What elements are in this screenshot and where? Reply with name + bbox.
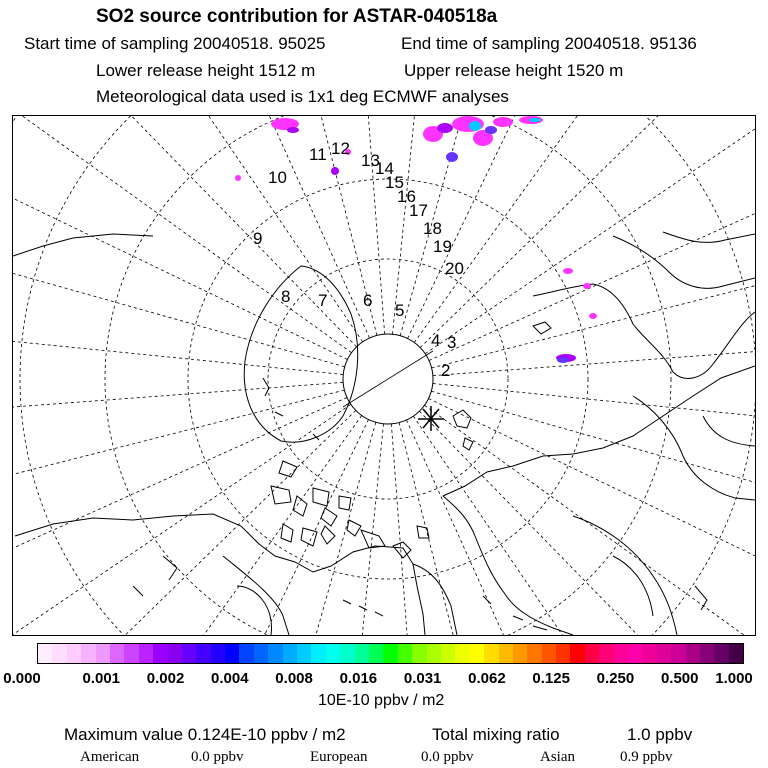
upper-height-text: Upper release height 1520 m xyxy=(404,61,624,80)
color-scale-cell xyxy=(139,644,153,663)
map-graticule xyxy=(13,116,755,635)
color-scale-tick-label: 0.000 xyxy=(3,670,41,687)
meridian-line xyxy=(144,422,376,635)
color-scale-cell xyxy=(441,644,455,663)
color-scale-cell xyxy=(585,644,599,663)
total-mixing-label: Total mixing ratio xyxy=(432,725,560,744)
plume-patch xyxy=(446,152,458,162)
color-scale-tick-label: 0.250 xyxy=(596,670,635,687)
color-scale-cell xyxy=(527,644,541,663)
receptor-star-icon xyxy=(418,406,444,431)
meridian-line xyxy=(425,405,755,635)
meridian-line xyxy=(13,116,347,359)
meridian-line xyxy=(419,411,755,635)
color-scale-cell xyxy=(484,644,498,663)
color-scale-cell xyxy=(211,644,225,663)
color-scale-cell xyxy=(570,644,584,663)
max-value-text: Maximum value 0.124E-10 ppbv / m2 xyxy=(64,725,346,744)
trajectory-hour-label: 13 xyxy=(361,151,380,170)
color-scale-cell xyxy=(556,644,570,663)
color-scale-cell xyxy=(383,644,397,663)
region-american-value: 0.0 ppbv xyxy=(191,749,244,765)
color-scale-cell xyxy=(96,644,110,663)
meridian-line xyxy=(408,116,755,338)
plume-patch xyxy=(437,123,453,133)
color-scale-cell xyxy=(686,644,700,663)
color-scale-cell xyxy=(254,644,268,663)
polar-map xyxy=(12,115,756,636)
meridian-line xyxy=(343,351,433,407)
color-scale-cell xyxy=(427,644,441,663)
meridian-line xyxy=(431,391,755,623)
color-scale-cell xyxy=(38,644,52,663)
color-scale-unit: 10E-10 ppbv / m2 xyxy=(318,692,445,709)
meridian-line xyxy=(298,424,383,635)
plume-patch xyxy=(331,167,339,175)
total-mixing-value: 1.0 ppbv xyxy=(627,725,693,744)
plume-patch xyxy=(235,175,241,181)
so2-plume xyxy=(235,116,597,363)
color-scale-cell xyxy=(268,644,282,663)
trajectory-hour-label: 11 xyxy=(309,145,327,164)
met-data-text: Meteorological data used is 1x1 deg ECMWF analyses xyxy=(96,87,509,106)
region-european-value: 0.0 ppbv xyxy=(421,749,474,765)
color-scale-cell xyxy=(196,644,210,663)
meridian-line xyxy=(13,289,343,374)
meridian-line xyxy=(13,135,345,367)
plume-patch xyxy=(469,121,481,131)
color-scale-cell xyxy=(470,644,484,663)
meridian-line xyxy=(433,383,755,468)
color-scale-cell xyxy=(642,644,656,663)
trajectory-hour-label: 2 xyxy=(441,361,451,380)
trajectory-hour-label: 18 xyxy=(423,219,442,238)
trajectory-hour-label: 10 xyxy=(268,168,287,187)
color-scale-cell xyxy=(355,644,369,663)
meridian-line xyxy=(429,116,755,361)
meridian-line xyxy=(399,423,610,635)
latitude-circle xyxy=(13,116,755,635)
meridian-line xyxy=(13,382,343,446)
color-scale-cell xyxy=(628,644,642,663)
color-scale-tick-label: 0.002 xyxy=(146,670,185,687)
region-asian-value: 0.9 ppbv xyxy=(620,749,673,765)
color-scale-cell xyxy=(110,644,124,663)
color-scale-cell xyxy=(225,644,239,663)
plume-patch xyxy=(529,118,541,122)
meridian-line xyxy=(13,420,368,635)
region-european-label: European xyxy=(310,749,368,765)
color-scale-tick-label: 0.062 xyxy=(468,670,506,687)
plume-patch xyxy=(557,357,569,363)
trajectory-hour-label: 3 xyxy=(447,333,457,352)
trajectory-hour-label: 6 xyxy=(363,291,373,310)
plume-patch xyxy=(485,126,497,134)
trajectory-hour-label: 5 xyxy=(395,301,405,320)
color-scale-cell xyxy=(283,644,297,663)
color-scale-cell xyxy=(311,644,325,663)
color-scale-tick-label: 0.008 xyxy=(275,670,313,687)
start-time-text: Start time of sampling 20040518. 95025 xyxy=(24,34,326,53)
color-scale-cell xyxy=(81,644,95,663)
color-scale-cell xyxy=(671,644,685,663)
meridian-line xyxy=(413,416,755,635)
color-scale-cell xyxy=(729,644,743,663)
end-time-text: End time of sampling 20040518. 95136 xyxy=(401,34,697,53)
plume-patch xyxy=(287,127,299,133)
trajectory-hour-label: 20 xyxy=(445,259,464,278)
color-scale-tick-label: 0.125 xyxy=(532,670,570,687)
color-scale-cell xyxy=(52,644,66,663)
color-scale-tick-label: 0.016 xyxy=(339,670,378,687)
trajectory-hour-label: 8 xyxy=(281,287,291,306)
color-scale-cell xyxy=(614,644,628,663)
plume-patch xyxy=(493,117,513,127)
color-scale-cell xyxy=(67,644,81,663)
color-scale-cell xyxy=(412,644,426,663)
color-scale-cell xyxy=(714,644,728,663)
lower-height-text: Lower release height 1512 m xyxy=(96,61,316,80)
meridian-line xyxy=(13,116,351,353)
color-scale-cell xyxy=(340,644,354,663)
color-scale-cell xyxy=(499,644,513,663)
trajectory-hour-label: 9 xyxy=(253,229,263,248)
color-scale-cell xyxy=(369,644,383,663)
trajectory-hour-label: 14 xyxy=(375,159,394,178)
color-scale-tick-label: 0.004 xyxy=(211,670,249,687)
color-scale-cell xyxy=(153,644,167,663)
plume-patch xyxy=(563,268,573,274)
trajectory-labels xyxy=(253,139,464,380)
trajectory-hour-label: 4 xyxy=(431,331,441,350)
color-scale-cell xyxy=(455,644,469,663)
color-scale-cell xyxy=(182,644,196,663)
color-scale-cell xyxy=(297,644,311,663)
color-scale-cell xyxy=(239,644,253,663)
meridian-line xyxy=(13,397,347,635)
color-scale-cell xyxy=(168,644,182,663)
trajectory-hour-label: 16 xyxy=(397,187,416,206)
color-scale-tick-label: 0.500 xyxy=(660,670,699,687)
latitude-circle xyxy=(13,116,755,635)
color-scale-cell xyxy=(124,644,138,663)
color-scale-cell xyxy=(599,644,613,663)
coastlines xyxy=(13,232,755,635)
plot-title: SO2 source contribution for ASTAR-040518a xyxy=(96,6,498,27)
plume-patch xyxy=(589,313,597,319)
color-scale-cell xyxy=(657,644,671,663)
color-scale-cell xyxy=(326,644,340,663)
color-scale-tick-label: 0.001 xyxy=(82,670,121,687)
meridian-line xyxy=(13,116,357,347)
color-scale-bar xyxy=(37,643,744,664)
color-scale-cell xyxy=(700,644,714,663)
color-scale-tick-label: 0.031 xyxy=(403,670,442,687)
meridian-line xyxy=(420,116,755,348)
color-scale-cell xyxy=(542,644,556,663)
trajectory-hour-label: 7 xyxy=(318,291,328,310)
plume-patch xyxy=(583,283,591,289)
trajectory-hour-label: 17 xyxy=(409,201,428,220)
trajectory-hour-label: 19 xyxy=(433,237,452,256)
color-scale-cell xyxy=(398,644,412,663)
meridian-line xyxy=(432,157,755,368)
color-scale-cell xyxy=(513,644,527,663)
latitude-circle xyxy=(105,116,671,635)
meridian-line xyxy=(414,116,755,342)
meridian-line xyxy=(13,404,351,635)
meridian-line xyxy=(13,416,362,635)
trajectory-hour-label: 12 xyxy=(331,139,350,158)
region-american-label: American xyxy=(80,749,140,765)
region-asian-label: Asian xyxy=(540,749,575,765)
meridian-line xyxy=(433,312,755,376)
trajectory-hour-label: 15 xyxy=(385,173,404,192)
color-scale-tick-label: 1.000 xyxy=(715,670,753,687)
